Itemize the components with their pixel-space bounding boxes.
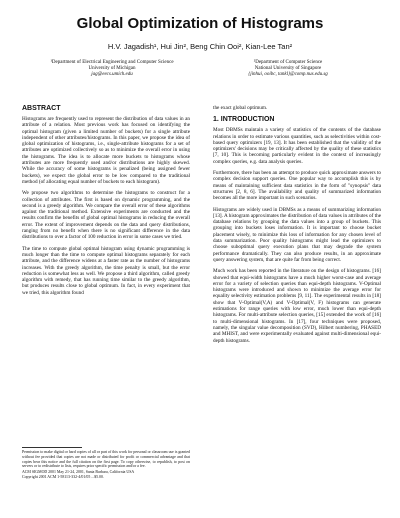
conference-line: ACM SIGMOD 2001 May 21-24, 2001, Santa Barbara, California USA [22,470,135,475]
affiliation-university: University of Michigan [88,66,136,72]
permission-notice: Permission to make digital or hard copies of all or part of this work for personal or classroom use is granted without fee provided that copies are not made or distributed for profit or commercial advantage and that copies bear this notice and the full citation on the first page. To copy otherwise, to republish, to post on servers or to redistribute to lists, requires prior specific permission and/or a fee. [22,450,190,469]
paper-title: Global Optimization of Histograms [76,15,324,32]
affiliation-department: ²Department of Computer Science [253,60,323,65]
affiliation-michigan [37,60,187,79]
abstract-continuation: the exact global optimum. [213,105,268,111]
intro-paragraph: Much work has been reported in the literature on the design of histograms. [16] showed that equi-width histograms have a much higher worst-case and average error for a variety of selection queries than equi-depth histograms. V-Optimal histograms were introduced and shown to minimize the average error for equality selectivity estimation problems [9, 11]. The experimental results in [18] show that V-Optimal(V,A) and V-Optimal(V, F) histograms can generate estimations for range queries with low error, much lower than equi-depth histograms. For multi-attribute selection queries, [15] extended the work of [16] to multi-dimensional histograms. In [17], four techniques were proposed, namely, the singular value decomposition (SVD), Hilbert numbering, PHASED and MHIST, and were experimentally evaluated against multi-dimensional equi-depth histograms. [213,268,381,344]
affiliation-email: jag@eecs.umich.edu [91,72,133,78]
copyright-line: Copyright 2001 ACM 1-58113-332-4/01/05 ...$5.00. [22,474,104,479]
intro-paragraph: Furthermore, there has been an attempt to produce quick approximate answers to complex decision support queries. One popular way to accomplish this is by means of maintaining sufficient data statistics in the form of "synopsis" data structures [2, 8, 6]. The availability and quality of summarized information becomes all the more important in such scenarios. [213,170,381,202]
abstract-paragraph: Histograms are frequently used to represent the distribution of data values in an attribute of a relation. Most previous work has focused on identifying the optimal histogram (given a limited number of buckets) for a single attribute independent of other attributes/histograms. In this paper, we propose the idea of global optimization of histograms, i.e., single-attribute histograms for a set of attributes are optimized collectively so as to minimize the overall error in using the histograms. The idea is to allocate more buckets to histograms whose attributes are more frequently used and/or distributions are highly skewed. While the accuracy of some histograms is penalized (being assigned fewer buckets), we expect the global error to be low compared to the traditional method (of allocating equal number of buckets to each histogram). [22,116,190,185]
intro-paragraph: Most DBMSs maintain a variety of statistics of the contents of the database relations in order to estimate various quantities, such as selectivities within cost-based query optimizers [19, 13]. It has been established that the validity of the optimizers' decisions may be critically affected by the quality of these statistics [7, 10]. This is becoming particularly evident in the context of increasingly complex queries, e.g. data analysis queries. [213,127,381,165]
affiliation-email: {jinhui, ooibc, tankl}@comp.nus.edu.sg [248,72,328,78]
footnote-rule [22,447,82,448]
affiliation-university: National University of Singapore [254,66,322,72]
copyright-footnote [22,447,190,480]
left-column [22,105,190,296]
affiliation-department: ¹Department of Electrical Engineering and Computer Science [50,60,174,65]
affiliation-nus [213,60,363,79]
abstract-paragraph: We propose two algorithms to determine the histograms to construct for a collection of attributes. The first is based on dynamic programming, and the second is a greedy algorithm. We compare the overall error of these algorithms against the traditional method. Extensive experiments are conducted and the results confirm the benefits of global optimal histograms in reducing the overall error. The extent of improvement depends on the data and query distributions, ranging from no benefit when there is no significant difference in the data distributions to over a factor of 100 reduction in error in some cases we tried. [22,190,190,241]
introduction-heading: 1. INTRODUCTION [213,116,275,124]
abstract-paragraph: The time to compute global optimal histogram using dynamic programming is much longer than the time to compute optimal histograms separately for each attribute, and the difference widens at a faster rate as the number of histograms increases. With the greedy algorithm, the time penalty is small, but the error reduction is somewhat less as well. We propose a third algorithm, called greedy algorithm with remedy, that has running time similar to the greedy algorithm, but produces results close to global optimum. In fact, in every experiment that we tried, this algorithm found [22,245,190,296]
intro-paragraph: Histograms are widely used in DBMSs as a means of summarizing information [13]. A histogram approximates the distribution of data values in attributes of the database relations by grouping the data values into a group of buckets. This grouping into buckets loses information. It is important to choose bucket placement wisely, to minimize this loss of information for any chosen level of data summarization. Poor quality histograms might lead the optimizers to choose suboptimal query execution plans that may degrade the system performance dramatically. They can also produce results, in an approximate query answering system, that are quite far from being correct. [213,206,381,263]
abstract-heading: ABSTRACT [22,105,61,112]
author-list: H.V. Jagadish¹, Hui Jin², Beng Chin Ooi², Kian-Lee Tan² [107,42,293,51]
right-column [213,105,381,344]
